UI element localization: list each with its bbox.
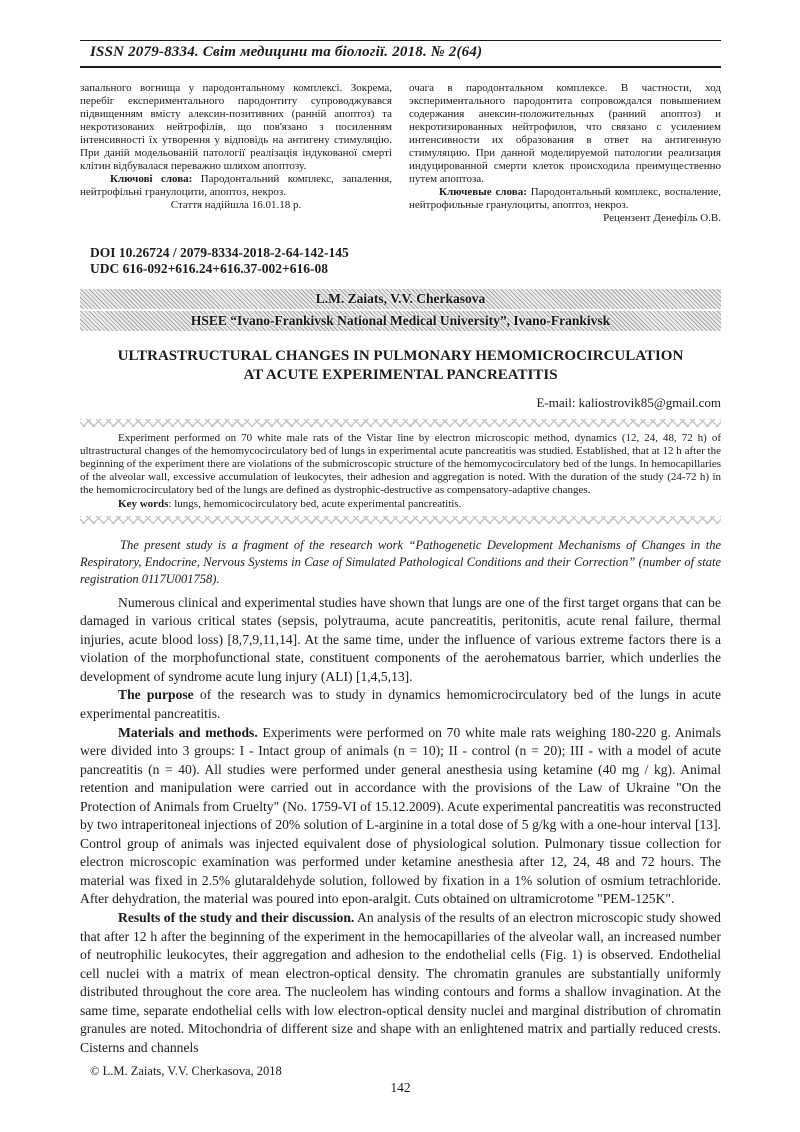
left-keywords-label: Ключові слова: xyxy=(110,172,193,185)
right-keywords-label: Ключевые слова: xyxy=(439,185,527,198)
article-title-line2: AT ACUTE EXPERIMENTAL PANCREATITIS xyxy=(243,367,558,384)
abstract-keywords-label: Key words xyxy=(118,497,169,510)
paragraph-text: An analysis of the results of an electron microscopic study showed that after 12 h after the beginning of the experiment in the hemocapillaries of the alveolar wall, an increased number of neutrophilic leukocytes, their aggregation and adhesion to the endothelial cells (Fig. 1) is observed. Endothelial cell nuclei with a matrix of mean electron-optical density. The chromatin granules are substantially uniformly distributed throughout the core area. The nucleolem has winding contours and forms a shallow invagination. At the same time, separate endothelial cells with low electron-optical density nuclei and marginal distribution of chromatin granules are noted. Mitochondria of different size and shape with an enlightened matrix and partially reduced crests. Cisterns and channels xyxy=(80,910,721,1055)
page-number: 142 xyxy=(390,1080,411,1096)
left-keywords-text: Пародонтальний комплекс, запалення, нейтрофільні гранулоцити, апоптоз, некроз. xyxy=(80,172,392,198)
right-column-body: очага в пародонтальном комплексе. В частности, ход экспериментального пародонтита сопровождался повышением содержания анексин-положительных (ранний апоптоз) и некротизированных нейтрофилов, что связано с усилением интенсивности их образования в ответ на антигенную стимуляцию. При данной моделируемой патологии реализация индуцированной смерти клеток происходила преимущественно путем апоптоза. xyxy=(409,82,721,185)
article-body xyxy=(80,594,721,1058)
footer-copyright: © L.M. Zaiats, V.V. Cherkasova, 2018 xyxy=(90,1064,282,1079)
doi-line: DOI 10.26724 / 2079-8334-2018-2-64-142-145 xyxy=(90,244,349,260)
left-keywords xyxy=(80,173,392,199)
body-paragraph-results xyxy=(80,909,721,1057)
right-keywords-text: Пародонтальный комплекс, воспаление, нейтрофильные гранулоциты, апоптоз, некроз. xyxy=(409,185,722,211)
affiliation-line: HSEE “Ivano-Frankivsk National Medical University”, Ivano-Frankivsk xyxy=(80,311,721,331)
authors-banner xyxy=(80,289,721,331)
article-title xyxy=(80,347,721,386)
reviewer-line: Рецензент Денефіль О.В. xyxy=(603,211,721,224)
fragment-note xyxy=(80,537,721,588)
received-date-line: Стаття надійшла 16.01.18 р. xyxy=(170,198,302,211)
paragraph-lead: The purpose xyxy=(118,687,194,703)
body-paragraph-purpose xyxy=(80,686,721,723)
abstract-keywords xyxy=(80,498,721,511)
body-paragraph-materials xyxy=(80,724,721,909)
email-line: E-mail: kaliostrovik85@gmail.com xyxy=(536,394,721,410)
article-title-line1: ULTRASTRUCTURAL CHANGES IN PULMONARY HEMOMICROCIRCULATION xyxy=(117,347,684,364)
zigzag-separator-top xyxy=(80,419,721,427)
paragraph-lead: Materials and methods. xyxy=(118,724,258,740)
zigzag-separator-bottom xyxy=(80,516,721,524)
body-paragraph-intro xyxy=(80,594,721,687)
paragraph-lead: Results of the study and their discussion. xyxy=(118,910,355,926)
abstract-text: Experiment performed on 70 white male rats of the Vistar line by electron microscopic method, dynamics (12, 24, 48, 72 h) of ultrastructural changes of the hemomycocirculatory bed of lungs in experimental acute pancreatitis was studied. Established, that at 12 h after the beginning of the experiment there are violations of the submicroscopic structure of the hemomycocirculatory bed of the lungs. In hemocapillaries of the alveolar wall, excessive accumulation of leukocytes, their adhesion and aggregation is noted. With the duration of the study (24-72 h) in the hemomicrocirculatory bed of the lungs are defined as dystrophic-destructive as compensatory-adaptive changes. xyxy=(80,431,721,497)
udc-line: UDC 616-092+616.24+616.37-002+616-08 xyxy=(90,261,328,277)
paragraph-text: Numerous clinical and experimental studies have shown that lungs are one of the first target organs that can be damaged in various critical states (sepsis, polytrauma, acute pancreatitis, peritonitis, acute renal failure, thermal injuries, acute blood loss) [8,7,9,11,14]. At the same time, under the influence of various extreme factors there is a violation of the morphofunctional state, constituent components of the aerohematous barrier, which underlies the development of syndrome acute lung injury (ALI) [1,4,5,13]. xyxy=(80,594,721,684)
doi-udc-block xyxy=(80,245,721,278)
previous-article-tail xyxy=(80,82,721,225)
journal-header-line: ISSN 2079-8334. Світ медицини та біології. 2018. № 2(64) xyxy=(80,40,721,68)
authors-line: L.M. Zaiats, V.V. Cherkasova xyxy=(80,289,721,309)
right-column xyxy=(409,82,721,225)
right-keywords xyxy=(409,186,721,212)
paragraph-text: of the research was to study in dynamics hemomicrocirculatory bed of the lungs in acute experimental pancreatitis. xyxy=(80,687,721,721)
left-column xyxy=(80,82,392,225)
fragment-note-text: The present study is a fragment of the research work “Pathogenetic Development Mechanisms of Changes in the Respiratory, Endocrine, Nervous Systems in Case of Simulated Pathological Conditions and their Correction” (number of state registration 0117U001758). xyxy=(80,537,721,586)
abstract-block xyxy=(80,432,721,511)
abstract-keywords-text: : lungs, hemomicocirculatory bed, acute experimental pancreatitis. xyxy=(168,497,462,510)
left-column-body: запального вогнища у пародонтальному комплексі. Зокрема, перебіг експериментального пародонтиту супроводжувався підвищенням вмісту алексин-позитивних (ранній апоптоз) та некротизованих нейтрофілів, що пов'язано з посиленням інтенсивності їх утворення у відповідь на антигену стимуляцію. При даній модельованій патології реалізація індукованої смерті клітин відбувалася переважно шляхом апоптозу. xyxy=(80,82,392,172)
paragraph-text: Experiments were performed on 70 white male rats weighing 180-220 g. Animals were divided into 3 groups: I - Intact group of animals (n = 10); II - control (n = 20); III - with a model of acute pancreatitis (n = 40). All studies were performed under general anesthesia using ketamine (40 mg / kg). Animal retention and manipulation were carried out in accordance with the provisions of the Law of Ukraine "On the Protection of Animals from Cruelty" (No. 1759-VI of 15.12.2009). Acute experimental pancreatitis was reconstructed by two intraperitoneal injections of 20% solution of L-arginine in a total dose of 5 g/kg with a one-hour interval [13]. Control group of animals was injected equivalent dose of physiological solution. Pulmonary tissue collection for electron microscopic examination was performed under ketamine anesthesia after 12, 24, 48 and 72 hours. The material was fixed in 2.5% glutaraldehyde solution, followed by fixation in a 1% solution of osmium tetrachloride. After dehydration, the material was poured into epon-aralgit. Cuts obtained on ultramicrotome "PEM-125K". xyxy=(80,724,721,907)
